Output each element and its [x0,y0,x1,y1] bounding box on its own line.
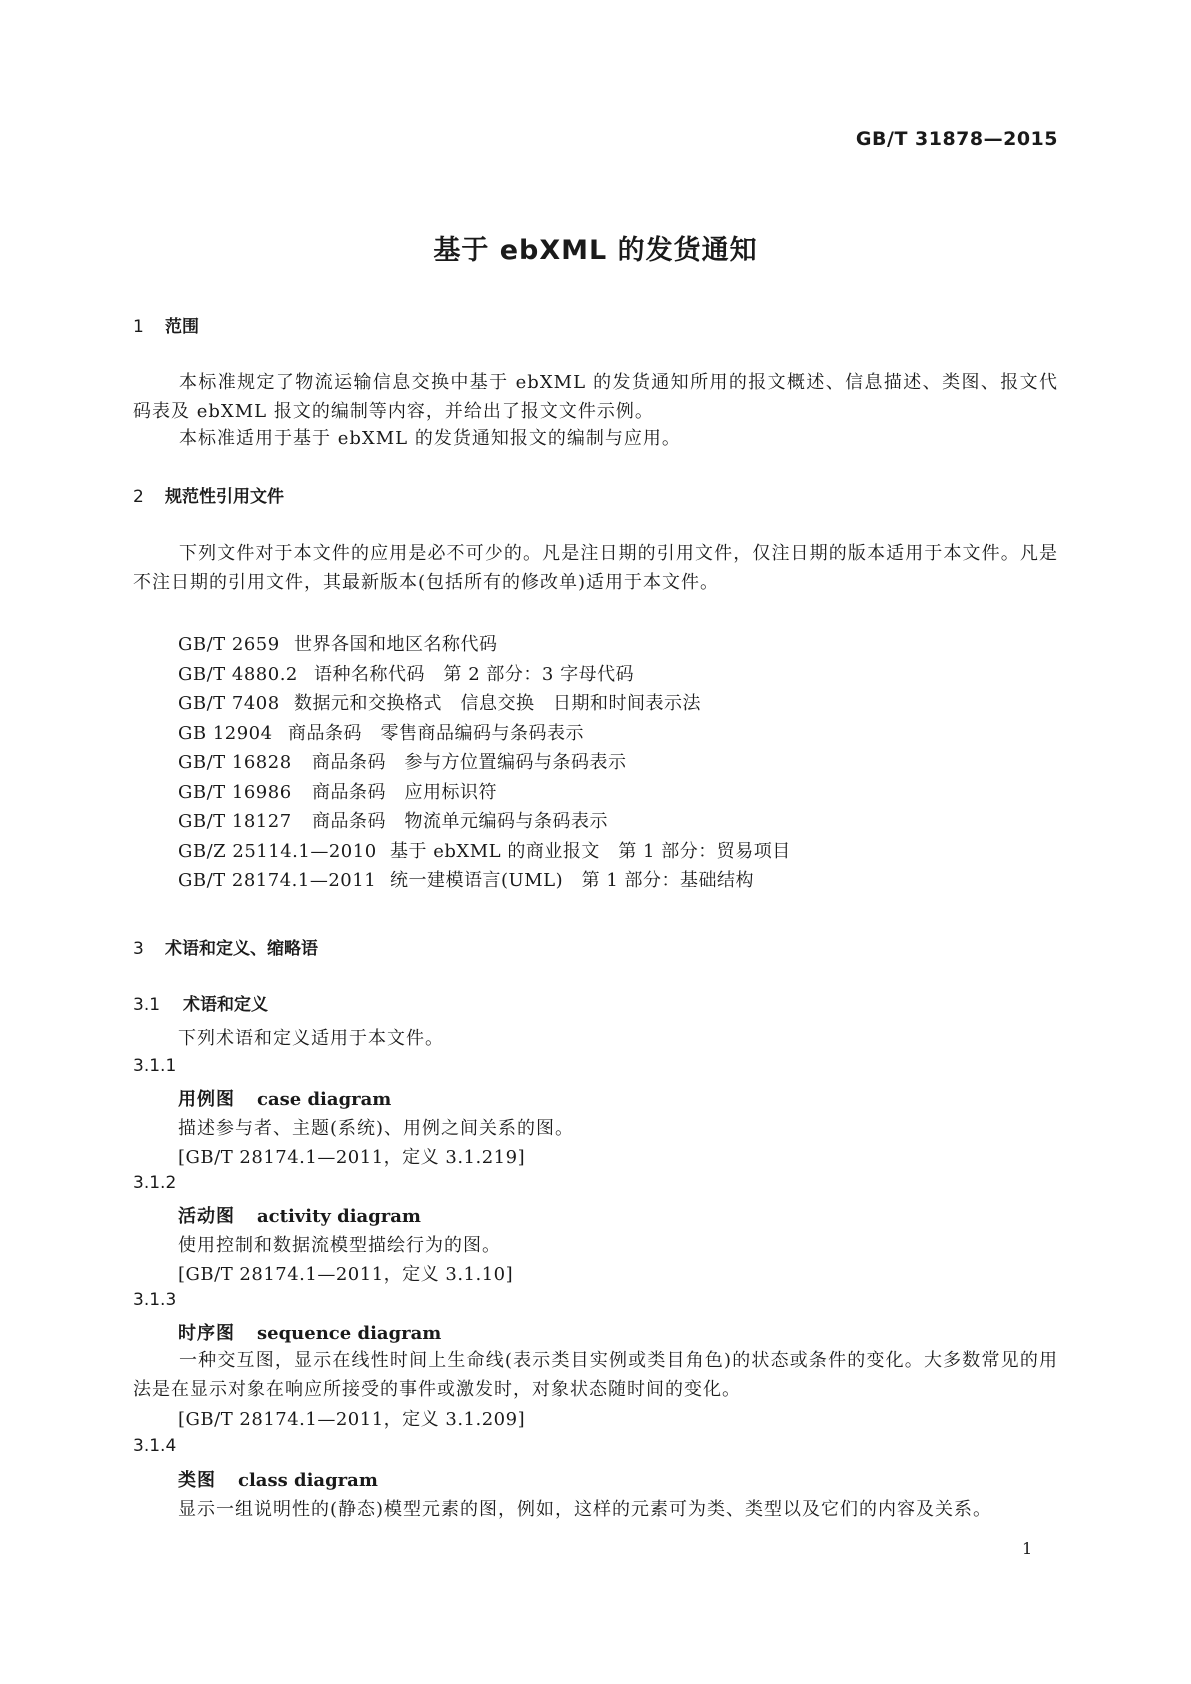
term-name [178,1466,378,1492]
reference-item [178,837,791,867]
standard-number: GB/T 31878—2015 [855,128,1058,150]
section-1-heading [133,312,199,337]
section-title: 规范性引用文件 [165,487,284,507]
term-definition: 一种交互图，显示在线性时间上生命线(表示类目实例或类目角色)的状态或条件的变化。大多数常见的用法是在显示对象在响应所接受的事件或激发时，对象状态随时间的变化。 [133,1350,1058,1400]
section-3-1-intro: 下列术语和定义适用于本文件。 [178,1028,444,1049]
section-number: 3 [133,939,144,959]
section-number: 1 [133,317,144,337]
reference-code: GB/T 16986 [178,781,292,803]
reference-item [178,719,791,749]
term-number: 3.1.3 [133,1290,177,1310]
term-name-zh: 用例图 [178,1089,235,1110]
section-2-paragraph-1: 下列文件对于本文件的应用是必不可少的。凡是注日期的引用文件，仅注日期的版本适用于本文件。凡是不注日期的引用文件，其最新版本(包括所有的修改单)适用于本文件。 [133,543,1058,593]
term-source: [GB/T 28174.1—2011，定义 3.1.10] [178,1264,514,1285]
term-name-en: class diagram [238,1470,378,1491]
reference-code: GB/T 28174.1—2011 [178,870,377,891]
section-3-1-heading [133,990,268,1015]
term-name [178,1085,391,1111]
reference-title: 基于 ebXML 的商业报文 第 1 部分：贸易项目 [390,840,791,862]
normative-references-list [178,630,791,896]
term-name-zh: 活动图 [178,1206,235,1227]
reference-item [178,630,791,660]
reference-title: 商品条码 零售商品编码与条码表示 [288,722,584,744]
term-name [178,1202,421,1228]
term-number: 3.1.1 [133,1056,177,1076]
reference-code: GB/Z 25114.1—2010 [178,840,377,862]
reference-item [178,866,791,896]
term-name-zh: 类图 [178,1470,216,1491]
section-1-paragraph-1: 本标准规定了物流运输信息交换中基于 ebXML 的发货通知所用的报文概述、信息描述、类图、报文代码表及 ebXML 报文的编制等内容，并给出了报文文件示例。 [133,372,1058,422]
page-number: 1 [1022,1539,1033,1558]
term-definition: 使用控制和数据流模型描绘行为的图。 [178,1235,501,1256]
reference-item [178,748,791,778]
section-number: 2 [133,487,144,507]
term-name-en: case diagram [257,1089,392,1110]
term-name [178,1319,441,1345]
reference-item [178,778,791,808]
term-source: [GB/T 28174.1—2011，定义 3.1.219] [178,1147,526,1168]
section-title: 术语和定义 [183,995,268,1015]
section-1-paragraph-2: 本标准适用于基于 ebXML 的发货通知报文的编制与应用。 [179,428,681,449]
term-number: 3.1.4 [133,1436,177,1456]
reference-code: GB/T 7408 [178,693,280,714]
reference-item [178,689,791,719]
term-number: 3.1.2 [133,1173,177,1193]
section-title: 术语和定义、缩略语 [165,939,318,959]
reference-title: 数据元和交换格式 信息交换 日期和时间表示法 [294,693,701,714]
reference-code: GB 12904 [178,722,273,744]
section-3-heading [133,934,318,959]
reference-code: GB/T 16828 [178,752,292,773]
reference-title: 统一建模语言(UML) 第 1 部分：基础结构 [390,870,754,891]
reference-title: 商品条码 参与方位置编码与条码表示 [312,752,627,773]
section-number: 3.1 [133,995,161,1015]
term-definition: 描述参与者、主题(系统)、用例之间关系的图。 [178,1118,575,1139]
term-name-zh: 时序图 [178,1323,235,1344]
section-title: 范围 [165,317,199,337]
term-source: [GB/T 28174.1—2011，定义 3.1.209] [178,1409,526,1430]
reference-title: 语种名称代码 第 2 部分：3 字母代码 [314,663,635,685]
reference-item [178,807,791,837]
reference-title: 商品条码 物流单元编码与条码表示 [312,811,608,832]
term-name-en: activity diagram [257,1206,421,1227]
reference-title: 世界各国和地区名称代码 [294,634,498,655]
reference-code: GB/T 2659 [178,634,280,655]
page-title: 基于 ebXML 的发货通知 [433,235,758,266]
reference-item [178,660,791,690]
reference-code: GB/T 18127 [178,811,292,832]
term-definition: 显示一组说明性的(静态)模型元素的图，例如，这样的元素可为类、类型以及它们的内容及关系。 [178,1499,993,1520]
reference-title: 商品条码 应用标识符 [312,781,497,803]
section-2-heading [133,482,284,507]
reference-code: GB/T 4880.2 [178,663,298,685]
term-name-en: sequence diagram [257,1323,442,1344]
